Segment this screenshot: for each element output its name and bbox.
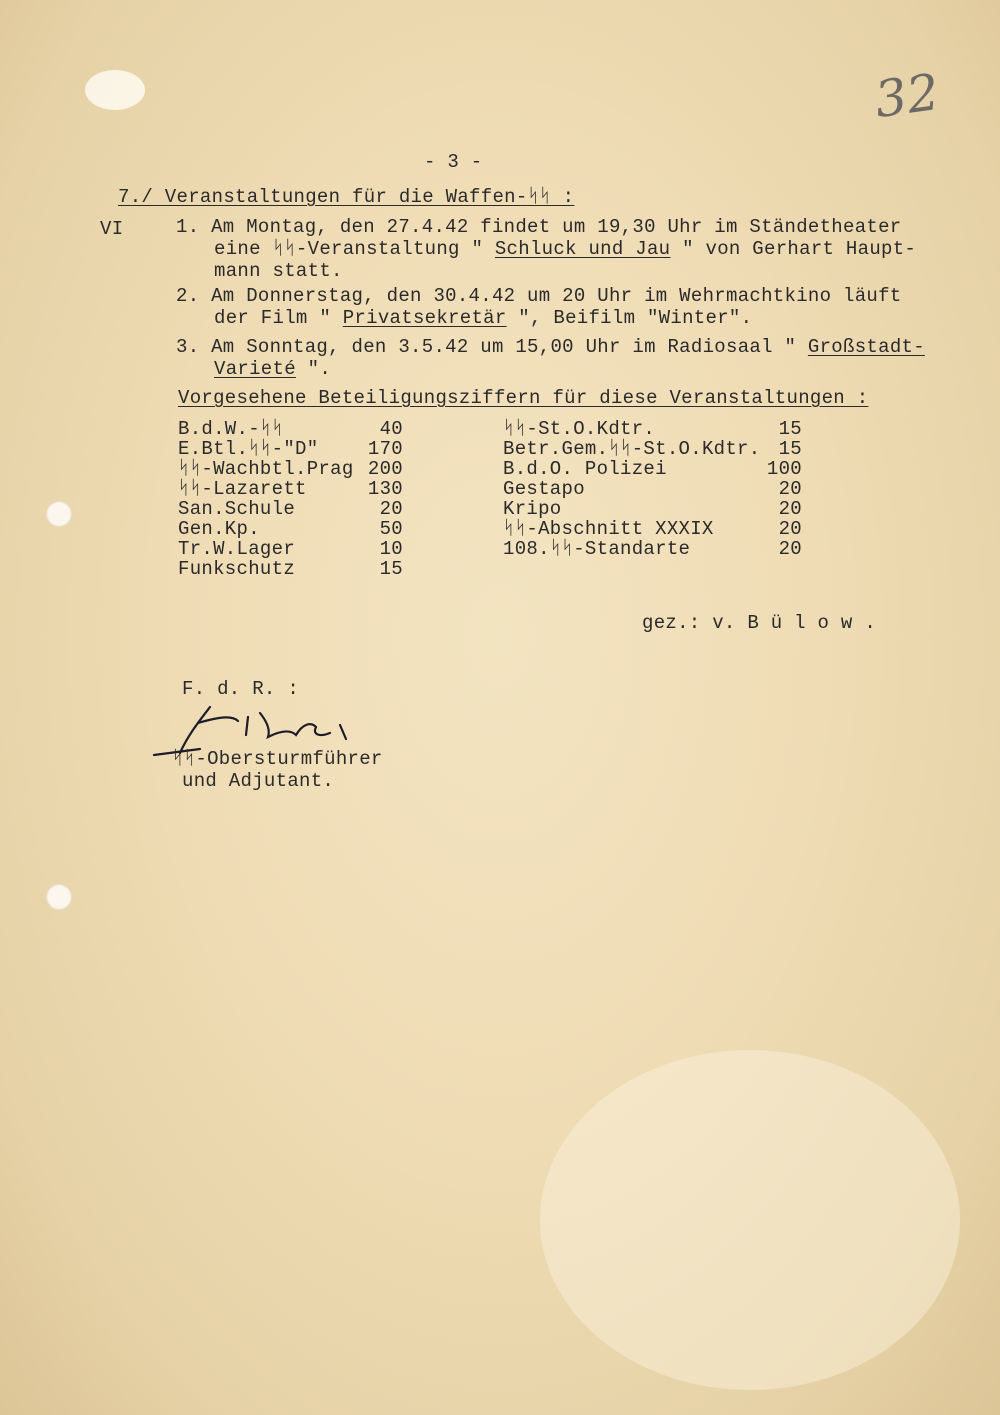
item-1-line-1: 1. Am Montag, den 27.4.42 findet um 19,30 Uhr im Ständetheater <box>176 216 902 238</box>
left-value: 15 <box>379 558 403 580</box>
left-value: 50 <box>379 518 403 540</box>
ss-rune-mark: ᛋᛋ <box>503 418 527 440</box>
right-label: Gestapo <box>503 478 585 500</box>
left-value: 170 <box>367 438 403 460</box>
ss-rune-mark: ᛋᛋ <box>178 458 202 480</box>
punch-hole <box>46 884 72 910</box>
left-label: Tr.W.Lager <box>178 538 296 560</box>
left-label: ᛋᛋ-Wachbtl.Prag <box>178 458 354 480</box>
ss-rune-mark: ᛋᛋ <box>503 518 527 540</box>
item-2-line-1: 2. Am Donnerstag, den 30.4.42 um 20 Uhr im Wehrmachtkino läuft <box>176 285 902 307</box>
left-label: B.d.W.-ᛋᛋ <box>178 418 284 440</box>
archive-number: 32 <box>871 62 943 130</box>
item-3-line-1: 3. Am Sonntag, den 3.5.42 um 15,00 Uhr im Radiosaal " Großstadt- <box>176 336 925 358</box>
right-value: 20 <box>778 478 802 500</box>
right-value: 20 <box>778 538 802 560</box>
ss-rune-mark: ᛋᛋ <box>527 186 551 208</box>
left-label: E.Btl.ᛋᛋ-"D" <box>178 438 319 460</box>
ss-rune-mark: ᛋᛋ <box>178 478 202 500</box>
right-value: 20 <box>778 498 802 520</box>
item-2-line-2: der Film " Privatsekretär ", Beifilm "Winter". <box>214 307 753 329</box>
punch-hole <box>46 501 72 527</box>
page-marker: - 3 - <box>424 151 483 173</box>
paper-stain <box>85 70 145 110</box>
ss-rune-mark: ᛋᛋ <box>172 748 196 770</box>
item-3-line-2: Varieté ". <box>214 358 332 380</box>
left-value: 200 <box>367 458 403 480</box>
item-1-line-2: eine ᛋᛋ-Veranstaltung " Schluck und Jau " von Gerhart Haupt- <box>214 238 917 260</box>
section-heading: 7./ Veranstaltungen für die Waffen-ᛋᛋ : <box>118 186 575 208</box>
right-value: 15 <box>778 438 802 460</box>
margin-note: VI <box>100 218 124 240</box>
left-value: 20 <box>379 498 403 520</box>
right-value: 15 <box>778 418 802 440</box>
left-value: 10 <box>379 538 403 560</box>
left-label: San.Schule <box>178 498 296 520</box>
event-title: Großstadt- <box>807 336 925 358</box>
fdr-label: F. d. R. : <box>182 678 300 700</box>
ss-rune-mark: ᛋᛋ <box>608 438 632 460</box>
right-label: ᛋᛋ-Abschnitt XXXIX <box>503 518 714 540</box>
event-title: Schluck und Jau <box>494 238 671 260</box>
ss-rune-mark: ᛋᛋ <box>549 538 574 560</box>
ss-rune-mark: ᛋᛋ <box>272 238 296 260</box>
left-value: 40 <box>379 418 403 440</box>
item-1-line-3: mann statt. <box>214 260 343 282</box>
ss-rune-mark: ᛋᛋ <box>248 438 272 460</box>
left-label: Funkschutz <box>178 558 296 580</box>
left-label: ᛋᛋ-Lazarett <box>178 478 307 500</box>
right-value: 100 <box>766 458 802 480</box>
ss-rune-mark: ᛋᛋ <box>259 418 284 440</box>
event-title: Privatsekretär <box>342 307 507 329</box>
signed-by: gez.: v. B ü l o w . <box>642 612 877 634</box>
right-value: 20 <box>778 518 802 540</box>
participation-heading: Vorgesehene Beteiligungsziffern für diese Veranstaltungen : <box>178 387 869 409</box>
rank-line-2: und Adjutant. <box>182 770 335 792</box>
right-label: 108.ᛋᛋ-Standarte <box>503 538 691 560</box>
left-value: 130 <box>367 478 403 500</box>
rank-line: ᛋᛋ-Obersturmführer <box>172 748 383 770</box>
right-label: ᛋᛋ-St.O.Kdtr. <box>503 418 656 440</box>
paper-stain <box>540 1050 960 1390</box>
left-label: Gen.Kp. <box>178 518 260 540</box>
right-label: Kripo <box>503 498 562 520</box>
event-title: Varieté <box>214 358 296 380</box>
right-label: Betr.Gem.ᛋᛋ-St.O.Kdtr. <box>503 438 761 460</box>
right-label: B.d.O. Polizei <box>503 458 667 480</box>
